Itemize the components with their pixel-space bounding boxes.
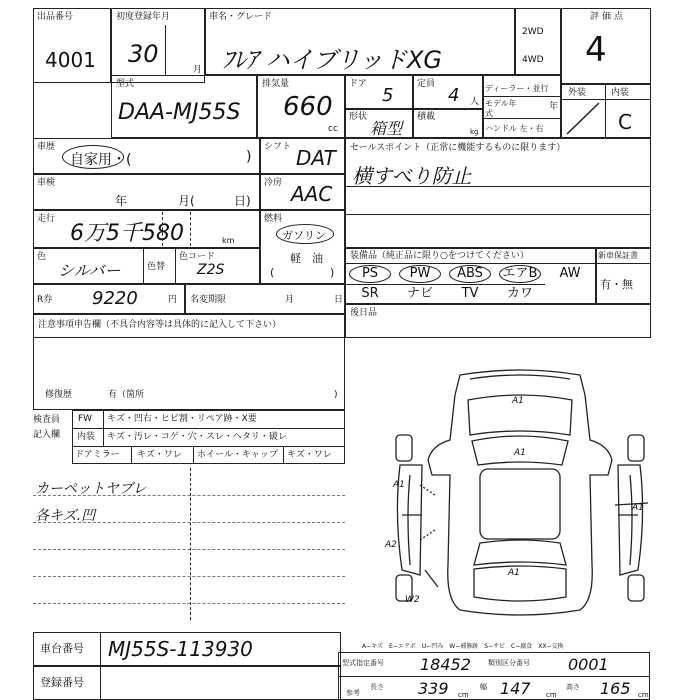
- fuel-options: 軽 油: [290, 252, 323, 265]
- sales-point-label: セールスポイント（正常に機能するものに限ります）: [350, 143, 566, 153]
- first-reg-label: 初度登録年月: [116, 12, 171, 22]
- wheel-cap-label: ホイール・キャップ: [197, 450, 278, 460]
- inspection-day-unit: 日): [234, 194, 251, 208]
- mirror-text: キズ・ワレ: [137, 450, 182, 460]
- damage-mark-1: A1: [512, 396, 524, 406]
- usage-value: 自家用・(: [70, 152, 132, 168]
- inspection-month-unit: 月(: [178, 194, 195, 208]
- interior-row-label: 内装: [77, 432, 96, 442]
- body-value: 箱型: [370, 119, 403, 138]
- mileage-unit: km: [222, 236, 235, 245]
- exterior-slash: [561, 99, 605, 138]
- class-label: 類別区分番号: [488, 659, 530, 667]
- equipment-circle: [349, 265, 391, 283]
- shift-label: シフト: [264, 142, 292, 152]
- inspector-label-2: 記入欄: [33, 430, 61, 440]
- usage-close: ): [246, 149, 252, 165]
- recycle-unit: 円: [168, 295, 178, 305]
- width-unit: cm: [546, 691, 557, 699]
- fuel-value: ガソリン: [282, 229, 326, 242]
- cert-value: 18452: [420, 655, 471, 674]
- damage-mark-2: A1: [632, 503, 644, 513]
- height-value: 165: [600, 679, 631, 698]
- height-label: 高さ: [566, 683, 580, 691]
- equipment-circle: [449, 265, 491, 283]
- repair-label: 修復歴: [45, 390, 73, 400]
- new-warranty-label: 新車保証書: [598, 251, 638, 260]
- equipment-item: SR: [361, 286, 379, 301]
- recycle-value: 9220: [92, 288, 138, 309]
- damage-mark-5: A1: [508, 568, 520, 578]
- ac-value: AAC: [291, 182, 333, 206]
- door-mirror-label: ドアミラー: [75, 450, 120, 460]
- capacity-value: 4: [448, 85, 460, 106]
- body-label: 形状: [349, 112, 368, 122]
- equipment-item: PS: [361, 266, 379, 281]
- lot-number: 4001: [45, 48, 96, 72]
- lot-number-label: 出品番号: [37, 12, 74, 22]
- inspection-year-unit: 年: [115, 194, 128, 208]
- color-label: 色: [37, 252, 47, 262]
- displacement-value: 660: [283, 92, 333, 122]
- fw-text: キズ・凹右・ヒビ割・リペア跡・X要: [107, 414, 257, 424]
- aftermarket-label: 後日品: [350, 308, 378, 318]
- equipment-item: カワ: [506, 286, 533, 301]
- interior-label: 内装: [611, 88, 630, 98]
- drive-4wd: 4WD: [522, 55, 544, 65]
- ref-label: 参考: [346, 689, 360, 697]
- color-value: シルバー: [58, 261, 121, 280]
- fuel-label: 燃料: [264, 214, 283, 224]
- handwritten-note-2: 各キズ.凹: [35, 508, 96, 524]
- damage-mark-6: A1: [514, 448, 526, 458]
- reg-label: 登録番号: [40, 676, 84, 689]
- load-unit: kg: [470, 128, 479, 136]
- type-value: DAA-MJ55S: [118, 100, 241, 125]
- width-label: 幅: [480, 683, 487, 691]
- width-value: 147: [500, 679, 531, 698]
- capacity-label: 定員: [417, 79, 436, 89]
- color-code-label: 色コード: [179, 252, 216, 262]
- model-name: ﾌﾚｱ ハイブリッドXG: [222, 46, 443, 74]
- length-value: 339: [418, 679, 449, 698]
- displacement-label: 排気量: [262, 79, 290, 89]
- fuel-paren-close: ): [330, 266, 335, 279]
- name-change-day: 日: [334, 295, 344, 305]
- repair-close: ): [334, 390, 338, 400]
- equipment-label: 装備品（純正品に限り○をつけてください）: [350, 251, 529, 261]
- capacity-unit: 人: [470, 97, 480, 107]
- class-value: 0001: [568, 655, 609, 674]
- aftermarket-box: [345, 304, 651, 338]
- repair-value: 有（箇所: [108, 390, 145, 400]
- damage-mark-3: A1: [393, 480, 405, 490]
- name-change-month: 月: [285, 295, 295, 305]
- equipment-item: ABS: [457, 266, 483, 281]
- color-code-value: Z2S: [197, 262, 225, 278]
- doors-label: ドア: [349, 79, 367, 89]
- height-unit: cm: [638, 691, 649, 699]
- grade-value: 4: [585, 30, 607, 70]
- length-unit: cm: [458, 691, 469, 699]
- equipment-circle: [499, 265, 541, 283]
- mileage-value: 6万5千580: [70, 221, 184, 246]
- cert-label: 型式指定番号: [342, 659, 384, 667]
- damage-mark-4: A2: [385, 540, 397, 550]
- equipment-circle: [399, 265, 441, 283]
- model-year-label: モデル年式: [485, 99, 517, 118]
- month-label: 月: [193, 65, 203, 75]
- inspection-label: 車検: [37, 178, 56, 188]
- handwritten-note-1: カーペットヤブレ: [35, 481, 147, 497]
- sales-point-value: 横すべり防止: [352, 164, 472, 188]
- fw-label: FW: [78, 414, 93, 424]
- drive-2wd: 2WD: [522, 27, 544, 37]
- interior-row-text: キズ・汚レ・コゲ・穴・スレ・ヘタリ・破レ: [107, 432, 287, 442]
- mileage-label: 走行: [37, 214, 56, 224]
- equipment-item: TV: [461, 286, 479, 301]
- chassis-label: 車台番号: [40, 642, 84, 655]
- length-label: 長さ: [370, 683, 384, 691]
- equipment-item: AW: [559, 266, 581, 281]
- shift-value: DAT: [296, 146, 336, 170]
- handle-label: ハンドル 左・右: [485, 124, 544, 133]
- equipment-item: ナビ: [406, 286, 433, 301]
- usage-label: 車歴: [37, 142, 56, 152]
- grade-label: 評価点: [590, 12, 627, 22]
- inspection-box: [33, 174, 260, 210]
- notes-label: 注意事項申告欄（不具合内容等は具体的に記入して下さい）: [38, 320, 282, 330]
- model-name-label: 車名・グレード: [209, 12, 273, 22]
- first-reg-year: 30: [128, 40, 159, 68]
- doors-value: 5: [382, 85, 394, 106]
- model-year-unit: 年: [549, 102, 559, 112]
- warranty-value: 有・無: [600, 278, 633, 291]
- chassis-value: MJ55S-113930: [108, 637, 253, 661]
- ac-label: 冷房: [264, 178, 283, 188]
- name-change-label: 名変期限: [190, 295, 227, 305]
- sales-point-box: [345, 138, 651, 248]
- equipment-item: エアB: [502, 266, 538, 281]
- recycle-label: R券: [37, 295, 53, 305]
- type-label: 型式: [116, 79, 135, 89]
- equipment-item: PW: [409, 266, 431, 281]
- dealer-label: ディーラー・並行: [485, 84, 549, 93]
- wheel-text: キズ・ワレ: [287, 450, 332, 460]
- color-change-label: 色替: [147, 262, 166, 272]
- damage-mark-7: W2: [405, 595, 420, 605]
- fuel-paren-open: (: [270, 266, 275, 279]
- interior-grade: C: [618, 110, 632, 134]
- damage-legend: A−キズ E−エクボ U−凹み W−補修跡 S−サビ C−腐食 XX−交換: [362, 643, 564, 650]
- exterior-label: 外装: [568, 88, 587, 98]
- inspector-label-1: 検査員: [33, 415, 61, 425]
- displacement-unit: cc: [328, 124, 338, 134]
- load-label: 積載: [417, 112, 436, 122]
